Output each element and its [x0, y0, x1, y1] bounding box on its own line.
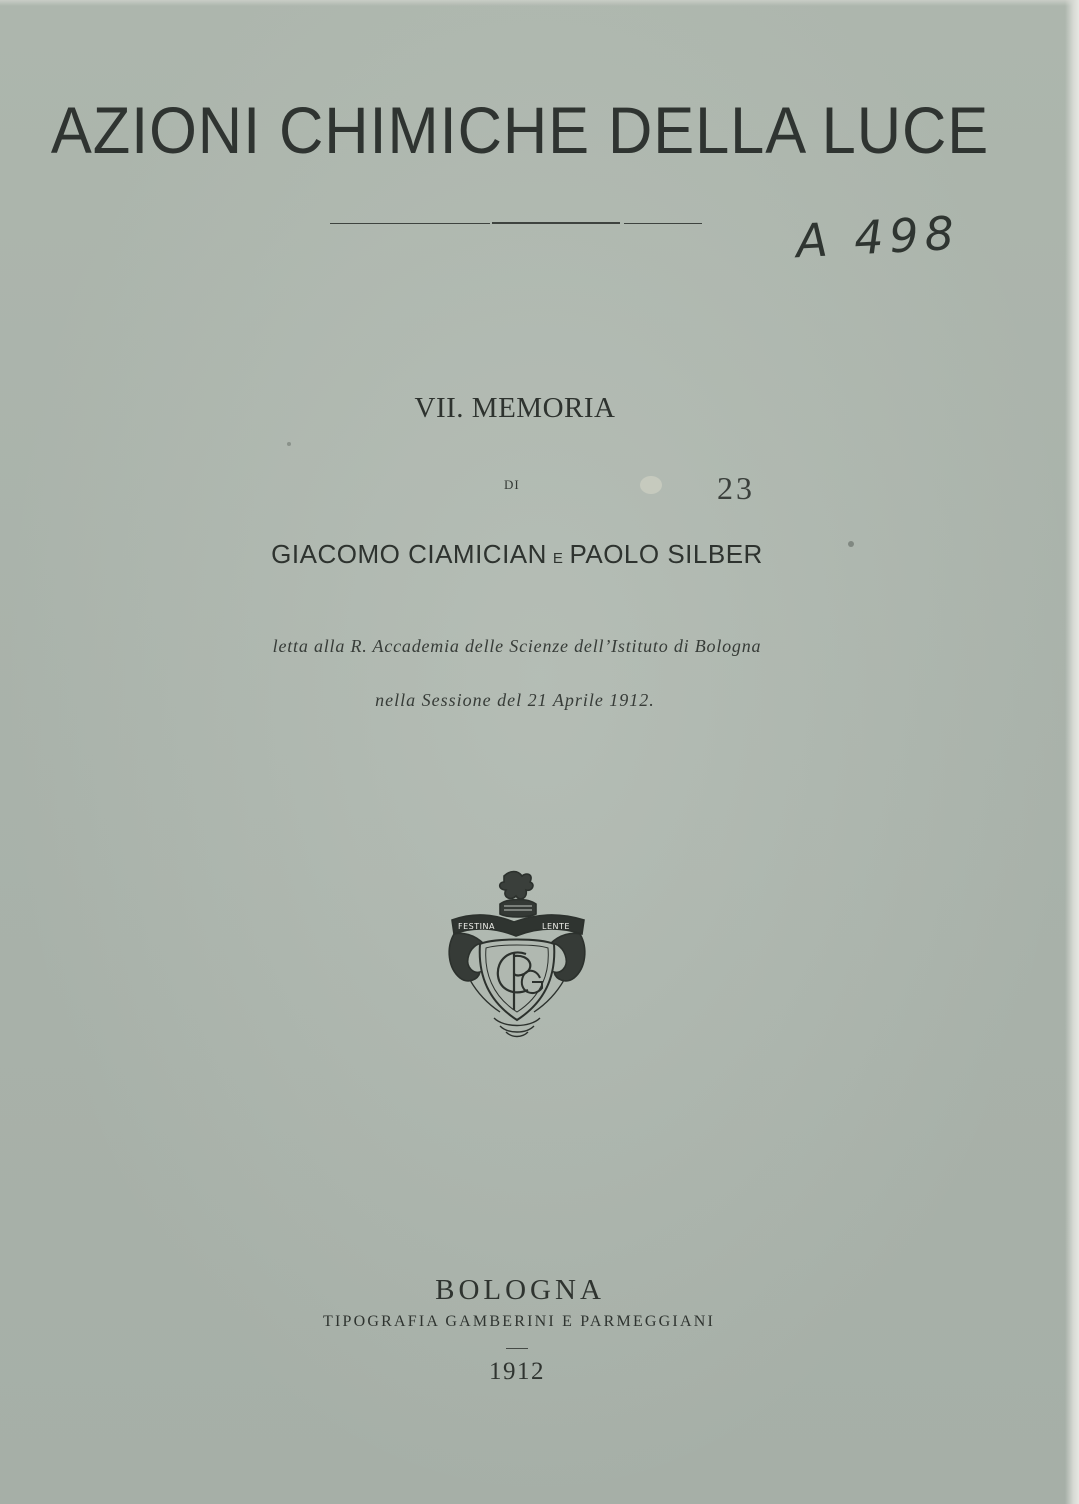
paper-stain [640, 476, 662, 494]
emblem-motto-right: LENTE [542, 922, 570, 931]
main-title: AZIONI CHIMICHE DELLA LUCE [50, 93, 990, 167]
handwritten-shelfmark: A 498 [794, 205, 962, 269]
title-rule-left [330, 223, 490, 224]
stamp-number: 23 [717, 470, 755, 506]
paper-right-edge [1065, 0, 1079, 1504]
author-1: GIACOMO CIAMICIAN [271, 539, 547, 569]
paper-spot [287, 442, 291, 446]
printer-device-emblem-icon [444, 868, 590, 1044]
title-rule-middle [492, 222, 620, 224]
year-rule [506, 1348, 528, 1349]
author-2: PAOLO SILBER [569, 539, 763, 569]
author-conjunction: E [552, 550, 564, 567]
authors-line [0, 539, 1034, 570]
printer-name: TIPOGRAFIA GAMBERINI E PARMEGGIANI [322, 1313, 715, 1330]
emblem-motto-left: FESTINA [458, 922, 495, 931]
publication-year: 1912 [489, 1358, 545, 1385]
di-label: DI [504, 477, 520, 492]
title-rule-right [624, 223, 702, 224]
session-line: nella Sessione del 21 Aprile 1912. [375, 690, 655, 710]
paper-top-edge [0, 0, 1079, 6]
read-at-line: letta alla R. Accademia delle Scienze dell’Istituto di Bologna [272, 636, 762, 656]
publisher-city: BOLOGNA [435, 1274, 605, 1306]
memoria-heading: VII. MEMORIA [414, 392, 616, 424]
